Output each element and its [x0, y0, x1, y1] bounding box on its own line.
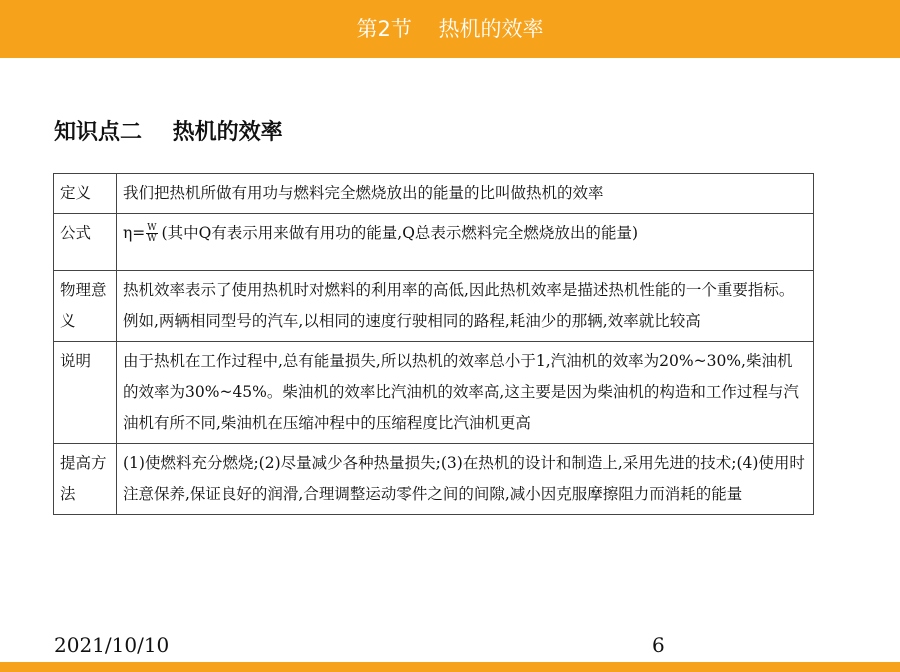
- knowledge-table: [53, 173, 814, 515]
- table-row: [54, 342, 814, 444]
- row-content: 热机效率表示了使用热机时对燃料的利用率的高低,因此热机效率是描述热机性能的一个重要指标。例如,两辆相同型号的汽车,以相同的速度行驶相同的路程,耗油少的那辆,效率就比较高: [117, 271, 814, 342]
- row-content: 由于热机在工作过程中,总有能量损失,所以热机的效率总小于1,汽油机的效率为20%~30%,柴油机的效率为30%~45%。柴油机的效率比汽油机的效率高,这主要是因为柴油机的构造和工作过程与汽油机有所不同,柴油机在压缩冲程中的压缩程度比汽油机更高: [117, 342, 814, 444]
- formula-lhs: η=: [123, 224, 146, 242]
- row-content: [117, 214, 814, 271]
- row-label: 说明: [54, 342, 117, 444]
- row-label: 提高方法: [54, 444, 117, 515]
- formula-fraction: [146, 223, 157, 244]
- section-heading: 知识点二 热机的效率: [54, 120, 283, 145]
- formula-denominator: W: [147, 234, 157, 244]
- row-content: 我们把热机所做有用功与燃料完全燃烧放出的能量的比叫做热机的效率: [117, 174, 814, 214]
- formula-note: (其中Q有表示用来做有用功的能量,Q总表示燃料完全燃烧放出的能量): [161, 224, 638, 242]
- efficiency-formula: [123, 218, 638, 249]
- row-label: 公式: [54, 214, 117, 271]
- footer-bar: [0, 662, 900, 672]
- table-row: [54, 271, 814, 342]
- table-row: [54, 214, 814, 271]
- table-row: [54, 444, 814, 515]
- formula-numerator: W: [147, 223, 157, 233]
- table-row: [54, 174, 814, 214]
- footer-date: 2021/10/10: [54, 633, 170, 657]
- row-label: 物理意义: [54, 271, 117, 342]
- page-number: 6: [652, 633, 665, 657]
- row-label: 定义: [54, 174, 117, 214]
- slide-title: 第2节 热机的效率: [356, 17, 544, 41]
- row-content: (1)使燃料充分燃烧;(2)尽量减少各种热量损失;(3)在热机的设计和制造上,采用先进的技术;(4)使用时注意保养,保证良好的润滑,合理调整运动零件之间的间隙,减小因克服摩擦阻力而消耗的能量: [117, 444, 814, 515]
